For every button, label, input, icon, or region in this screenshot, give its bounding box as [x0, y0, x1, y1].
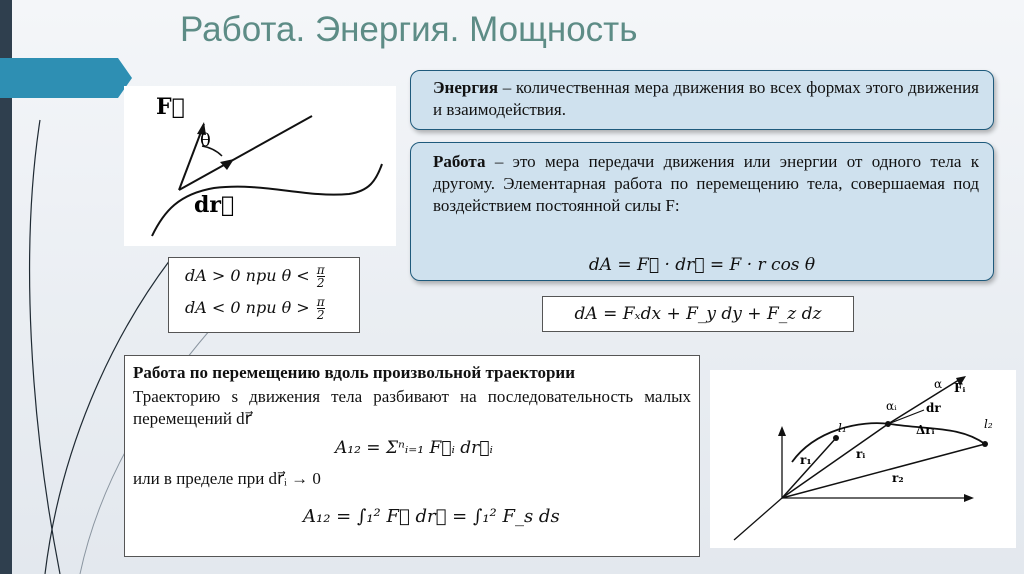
work-formula: dA = F⃗ · dr⃗ = F · r cos θ — [588, 255, 816, 275]
alpha-label: α — [934, 377, 943, 391]
force-label: F⃗ — [156, 94, 185, 120]
trajectory-heading: Работа по перемещению вдоль произвольной траектории — [133, 363, 575, 382]
sum-formula: A₁₂ = Σⁿᵢ₌₁ F⃗ᵢ dr⃗ᵢ — [335, 438, 493, 458]
sign-line-positive: dA > 0 при θ < — [185, 266, 310, 285]
dr-label: dr⃗ — [194, 192, 235, 218]
ri-label: rᵢ — [856, 447, 866, 461]
force-i-label: Fᵢ — [954, 381, 966, 395]
theta-label: θ — [200, 130, 211, 151]
l2-label: l₂ — [984, 417, 993, 431]
dr-i-label: dr — [926, 401, 941, 415]
work-term: Работа — [433, 152, 486, 171]
integral-formula: A₁₂ = ∫₁² F⃗ dr⃗ = ∫₁² F_s ds — [303, 506, 560, 527]
work-sign-box — [168, 257, 360, 333]
l1-label: l₁ — [838, 421, 847, 435]
trajectory-work-box — [124, 355, 700, 557]
energy-term: Энергия — [433, 78, 499, 97]
trajectory-diagram — [710, 370, 1016, 548]
slide-title: Работа. Энергия. Мощность — [180, 10, 638, 49]
work-text: – это мера передачи движения или энергии от одного тела к другому. Элементарная работа по перемещению тела, совершаемая под воздействием постоянной силы F: — [433, 152, 979, 215]
work-definition-box — [410, 142, 994, 281]
alpha-i-label: αᵢ — [886, 399, 897, 413]
pi-over-2-fraction: $\frac{\pi}{2}$ — [316, 263, 325, 290]
components-formula-box — [542, 296, 854, 332]
delta-r-label: Δrᵢ — [916, 423, 935, 437]
r1-label: r₁ — [800, 453, 812, 467]
limit-text: или в пределе при dr⃗ᵢ → 0 — [133, 469, 321, 488]
title-arrow-tab — [0, 58, 132, 98]
components-formula: dA = Fₓdx + F_y dy + F_z dz — [574, 304, 822, 324]
pi-over-2-fraction: $\frac{\pi}{2}$ — [316, 295, 325, 322]
force-diagram — [124, 86, 396, 246]
energy-text: – количественная мера движения во всех формах этого движения и взаимодействия. — [433, 78, 979, 119]
r2-label: r₂ — [892, 471, 904, 485]
energy-definition-box — [410, 70, 994, 130]
trajectory-vector-figure — [710, 370, 1016, 548]
trajectory-text: Траекторию s движения тела разбивают на последовательность малых перемещений dr⃗ — [133, 387, 691, 428]
sign-line-negative: dA < 0 при θ > — [185, 298, 310, 317]
force-displacement-figure — [124, 86, 396, 246]
